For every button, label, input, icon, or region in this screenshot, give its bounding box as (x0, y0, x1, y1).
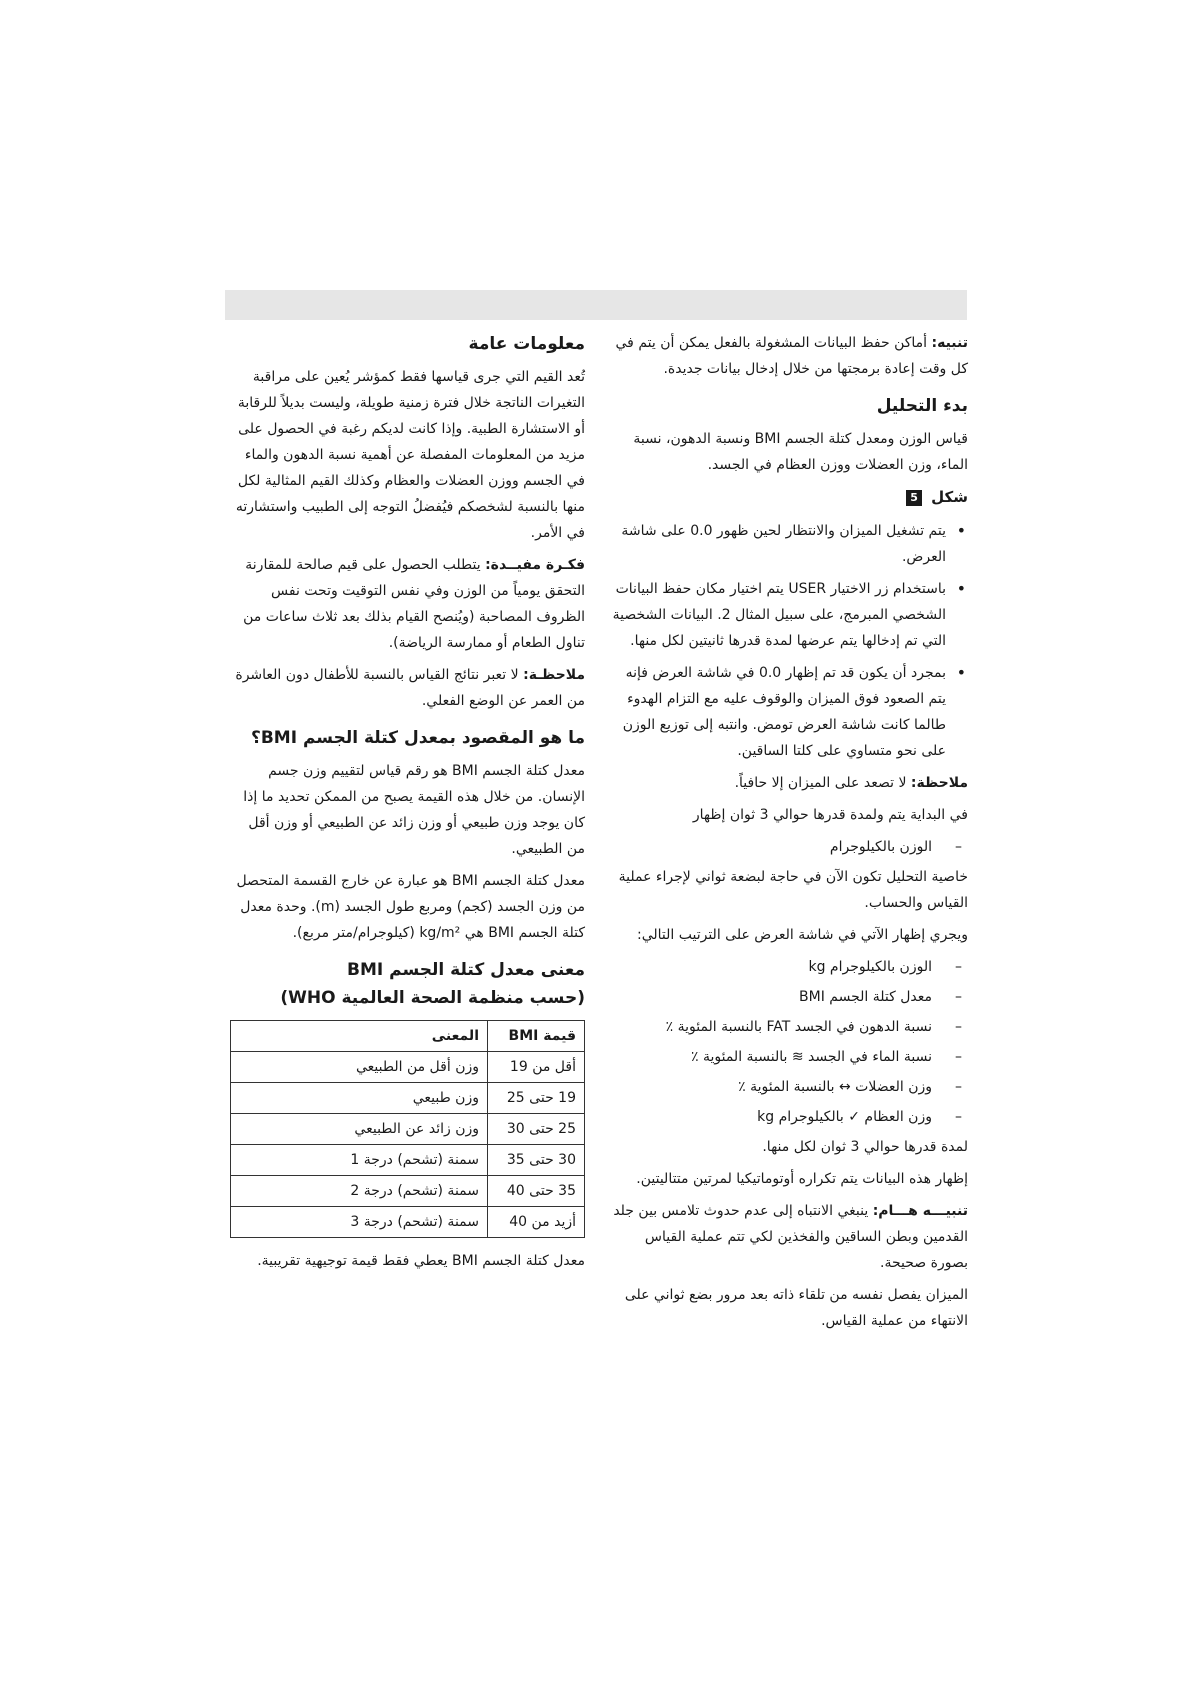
repeat-note-text: إظهار هذه البيانات يتم تكراره أوتوماتيكيا لمرتين متتاليتين. (636, 1171, 968, 1187)
note2-text: لا تعبر نتائج القياس بالنسبة للأطفال دون العاشرة من العمر عن الوضع الفعلي. (235, 667, 585, 709)
table-header-meaning: المعنى (231, 1021, 488, 1052)
list-item: – وزن العظام ✓ بالكيلوجرام kg (610, 1104, 932, 1130)
table-row (231, 1114, 585, 1145)
warning-text: أماكن حفظ البيانات المشغولة بالفعل يمكن أن يتم في كل وقت إعادة برمجتها من خلال إدخال بيانات جديدة. (615, 335, 968, 377)
analysis-wait-text: خاصية التحليل تكون الآن في حاجة لبضعة ثواني لإجراء عملية القياس والحساب. (618, 869, 968, 911)
bmi-text-1: معدل كتلة الجسم BMI هو رقم قياس لتقييم وزن جسم الإنسان. من خلال هذه القيمة يصبح من الممكن تحديد ما إذا كان يوجد وزن طبيعي أو وزن زائد عن الطبيعي أو وزن أقل من الطبيعي. (243, 763, 585, 857)
tip-paragraph (230, 552, 585, 656)
list-item: – الوزن بالكيلوجرام (610, 834, 932, 860)
analysis-intro: قياس الوزن ومعدل كتلة الجسم BMI ونسبة الدهون، نسبة الماء، وزن العضلات ووزن العظام في الجسد. (633, 431, 968, 473)
bmi-table (230, 1020, 585, 1238)
auto-off-text: الميزان يفصل نفسه من تلقاء ذاته بعد مرور بضع ثواني على الانتهاء من عملية القياس. (624, 1287, 968, 1329)
list-item: – نسبة الماء في الجسد ≋ بالنسبة المئوية ٪ (610, 1044, 932, 1070)
list-item: – نسبة الدهون في الجسد FAT بالنسبة المئوية ٪ (610, 1014, 932, 1040)
tip-text: يتطلب الحصول على قيم صالحة للمقارنة التحقق يومياً من الوزن وفي نفس التوقيت وتحت نفس الظروف المصاحبة (ويُنصح القيام بذلك بعد ثلاث ساعات من تناول الطعام أو ممارسة الرياضة). (243, 557, 585, 651)
display-duration-text: لمدة قدرها حوالي 3 ثوان لكل منها. (762, 1139, 968, 1155)
list-item: – الوزن بالكيلوجرام kg (610, 954, 932, 980)
general-heading: معلومات عامة (468, 334, 585, 354)
table-header-row (231, 1021, 585, 1052)
analysis-heading: بدء التحليل (876, 396, 968, 416)
general-text: تُعد القيم التي جرى قياسها فقط كمؤشر يُعين على مراقبة التغيرات الناتجة خلال فترة زمنية طويلة، وليست بديلاً للرقابة أو الاستشارة الطبية. وإذا كانت لديكم رغبة في الحصول على مزيد من المعلومات المفصلة عن أهمية نسبة الدهون والماء في الجسم ووزن العضلات والعظام وكذلك القيم المثالية لكل منها بالنسبة لشخصكم فيُفضلُ التوجه إلى الطبيب واستشارته في الأمر. (235, 369, 585, 541)
list-item: • يتم تشغيل الميزان والانتظار لحين ظهور 0.0 على شاشة العرض. (610, 518, 946, 570)
list-item: • بمجرد أن يكون قد تم إظهار 0.0 في شاشة العرض فإنه يتم الصعود فوق الميزان والوقوف عليه مع التزام الهدوء طالما كانت شاشة العرض تومض. وانتبه إلى توزيع الوزن على نحو متساوي على كلتا الساقين. (610, 660, 946, 764)
table-row (231, 1176, 585, 1207)
table-cell-value: 19 حتى 25 (488, 1083, 585, 1114)
table-header-value: قيمة BMI (488, 1021, 585, 1052)
warning-paragraph (610, 330, 968, 382)
list-item: • باستخدام زر الاختيار USER يتم اختيار مكان حفظ البيانات الشخصي المبرمج، على سبيل المثال 2. البيانات الشخصية التي تم إدخالها يتم عرضها لمدة قدرها ثانيتين لكل منها. (610, 576, 946, 654)
table-cell-value: 30 حتى 35 (488, 1145, 585, 1176)
left-column (230, 330, 585, 1280)
table-row (231, 1083, 585, 1114)
note-text: لا تصعد على الميزان إلا حافياً. (734, 775, 907, 791)
table-cell-meaning: وزن زائد عن الطبيعي (231, 1114, 488, 1145)
figure-label-text: شكل (931, 488, 968, 506)
display-order-intro: ويجري إظهار الآتي في شاشة العرض على الترتيب التالي: (636, 927, 968, 943)
bmi-heading: ما هو المقصود بمعدل كتلة الجسم BMI؟ (250, 728, 585, 748)
table-cell-value: أقل من 19 (488, 1052, 585, 1083)
display-items-list (610, 954, 968, 1130)
important-paragraph (610, 1198, 968, 1276)
initial-display-list (610, 834, 968, 860)
list-item: – وزن العضلات ↔ بالنسبة المئوية ٪ (610, 1074, 932, 1100)
figure-number: 5 (906, 490, 922, 506)
closing-text: معدل كتلة الجسم BMI يعطي فقط قيمة توجيهية تقريبية. (257, 1253, 585, 1269)
table-cell-meaning: سمنة (تشحم) درجة 3 (231, 1207, 488, 1238)
table-cell-meaning: وزن طبيعي (231, 1083, 488, 1114)
tip-label: فكـرة مفيــدة: (485, 557, 585, 573)
steps-list (610, 518, 968, 764)
important-label: تنبيـــه هـــام: (872, 1203, 968, 1219)
meaning-heading-line2: (حسب منظمة الصحة العالمية WHO) (280, 988, 585, 1008)
note2-paragraph (230, 662, 585, 714)
warning-label: تنبيه: (931, 335, 968, 351)
table-cell-value: 25 حتى 30 (488, 1114, 585, 1145)
bmi-text-2: معدل كتلة الجسم BMI هو عبارة عن خارج القسمة المتحصل من وزن الجسد (كجم) ومربع طول الجسد (m). وحدة معدل كتلة الجسم BMI هي kg/m² (كيلوجرام/متر مربع). (236, 873, 585, 941)
note-paragraph (610, 770, 968, 796)
table-row (231, 1145, 585, 1176)
meaning-heading-line1: معنى معدل كتلة الجسم BMI (347, 960, 585, 980)
initial-display-text: في البداية يتم ولمدة قدرها حوالي 3 ثوان إظهار (692, 807, 968, 823)
important-text: ينبغي الانتباه إلى عدم حدوث تلامس بين جلد القدمين وبطن الساقين والفخذين لكي تتم عملية القياس بصورة صحيحة. (613, 1203, 968, 1271)
table-cell-meaning: وزن أقل من الطبيعي (231, 1052, 488, 1083)
list-item: – معدل كتلة الجسم BMI (610, 984, 932, 1010)
table-row (231, 1207, 585, 1238)
header-bar (225, 290, 967, 320)
note-label: ملاحظة: (910, 775, 968, 791)
table-cell-value: أزيد من 40 (488, 1207, 585, 1238)
table-row (231, 1052, 585, 1083)
table-cell-meaning: سمنة (تشحم) درجة 2 (231, 1176, 488, 1207)
right-column (610, 330, 968, 1340)
table-cell-meaning: سمنة (تشحم) درجة 1 (231, 1145, 488, 1176)
table-cell-value: 35 حتى 40 (488, 1176, 585, 1207)
note2-label: ملاحظـة: (523, 667, 585, 683)
figure-label (610, 484, 968, 510)
